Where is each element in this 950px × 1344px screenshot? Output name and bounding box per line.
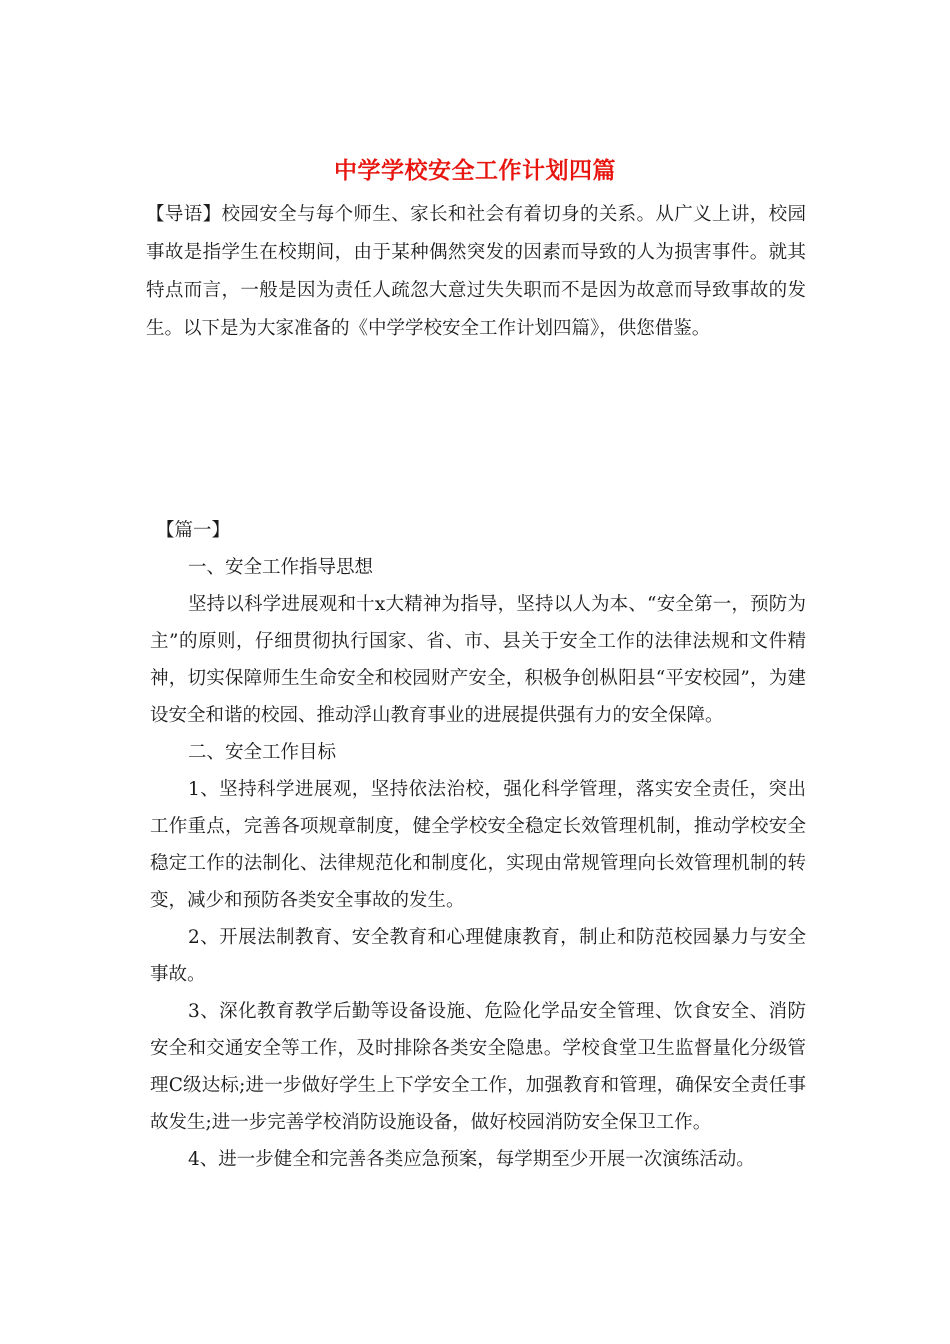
heading-guiding-ideology: 一、安全工作指导思想 xyxy=(188,557,374,578)
goal-item-3: 3、深化教育教学后勤等设备设施、危险化学品安全管理、饮食安全、消防安全和交通安全等工作，及时排除各类安全隐患。学校食堂卫生监督量化分级管理C级达标;进一步做好学生上下学安全工作，加强教育和管理，确保安全责任事故发生;进一步完善学校消防设施设备，做好校园消防安全保卫工作。 xyxy=(150,1001,806,1133)
goal-item-1: 1、坚持科学进展观，坚持依法治校，强化科学管理，落实安全责任，突出工作重点，完善各项规章制度，健全学校安全稳定长效管理机制，推动学校安全稳定工作的法制化、法律规范化和制度化，实现由常规管理向长效管理机制的转变，减少和预防各类安全事故的发生。 xyxy=(150,779,806,911)
document-title: 中学学校安全工作计划四篇 xyxy=(334,157,616,184)
section-label: 【篇一】 xyxy=(156,520,231,541)
goal-item-4: 4、进一步健全和完善各类应急预案，每学期至少开展一次演练活动。 xyxy=(188,1149,755,1170)
paragraph-guiding-ideology: 坚持以科学进展观和十x大精神为指导，坚持以人为本、“安全第一，预防为主”的原则，仔细贯彻执行国家、省、市、县关于安全工作的法律法规和文件精神，切实保障师生生命安全和校园财产安全，积极争创枞阳县“平安校园”，为建设安全和谐的校园、推动浮山教育事业的进展提供强有力的安全保障。 xyxy=(150,594,806,726)
section-one xyxy=(150,512,806,1178)
intro-paragraph: 【导语】校园安全与每个师生、家长和社会有着切身的关系。从广义上讲，校园事故是指学生在校期间，由于某种偶然突发的因素而导致的人为损害事件。就其特点而言，一般是因为责任人疏忽大意过失失职而不是因为故意而导致事故的发生。以下是为大家准备的《中学学校安全工作计划四篇》，供您借鉴。 xyxy=(146,204,806,339)
heading-work-goals: 二、安全工作目标 xyxy=(188,742,337,763)
goal-item-2: 2、开展法制教育、安全教育和心理健康教育，制止和防范校园暴力与安全事故。 xyxy=(150,927,806,985)
